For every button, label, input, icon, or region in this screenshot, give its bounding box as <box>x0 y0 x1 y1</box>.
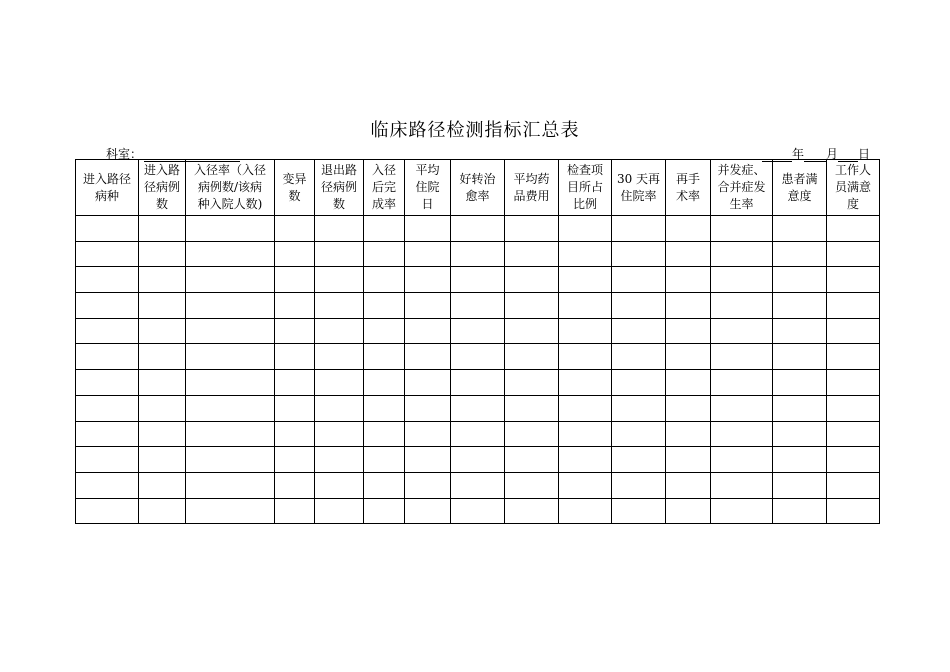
column-header-line: 工作人 <box>834 163 871 177</box>
table-cell[interactable] <box>559 216 612 242</box>
table-cell[interactable] <box>364 293 405 319</box>
table-cell[interactable] <box>505 293 559 319</box>
column-header <box>186 160 275 216</box>
column-header-line: 术率 <box>675 188 700 203</box>
column-header-line: 平均药 <box>513 171 550 186</box>
table-cell[interactable] <box>559 241 612 267</box>
table-cell[interactable] <box>275 370 315 396</box>
table-cell[interactable] <box>612 241 666 267</box>
table-row <box>76 267 880 293</box>
table-cell[interactable] <box>315 472 364 498</box>
column-header-line: 品费用 <box>513 188 550 203</box>
table-cell[interactable] <box>612 318 666 344</box>
table-cell[interactable] <box>405 421 451 447</box>
table-cell[interactable] <box>186 370 275 396</box>
table-cell[interactable] <box>405 267 451 293</box>
table-cell[interactable] <box>505 447 559 473</box>
column-header <box>612 160 666 216</box>
column-header-line: 患者满 <box>781 171 818 186</box>
table-cell[interactable] <box>666 421 711 447</box>
table-cell[interactable] <box>711 216 773 242</box>
table-cell[interactable] <box>315 447 364 473</box>
column-header-line: 再手 <box>675 171 700 186</box>
table-cell[interactable] <box>186 267 275 293</box>
table-cell[interactable] <box>711 318 773 344</box>
column-header <box>666 160 711 216</box>
table-cell[interactable] <box>612 498 666 524</box>
column-header <box>773 160 827 216</box>
table-cell[interactable] <box>315 241 364 267</box>
column-header-line: 并发症、 <box>717 163 766 177</box>
table-cell[interactable] <box>76 472 139 498</box>
table-cell[interactable] <box>666 370 711 396</box>
table-cell[interactable] <box>827 421 880 447</box>
table-cell[interactable] <box>364 447 405 473</box>
column-header-line: 种入院人数) <box>197 197 263 211</box>
column-header-line: 住院率 <box>620 188 657 203</box>
table-cell[interactable] <box>666 216 711 242</box>
table-row <box>76 447 880 473</box>
table-cell[interactable] <box>451 241 505 267</box>
table-cell[interactable] <box>827 344 880 370</box>
table-cell[interactable] <box>505 216 559 242</box>
table-cell[interactable] <box>275 472 315 498</box>
table-cell[interactable] <box>364 241 405 267</box>
table-cell[interactable] <box>275 216 315 242</box>
table-cell[interactable] <box>827 241 880 267</box>
table-cell[interactable] <box>559 447 612 473</box>
column-header <box>275 160 315 216</box>
table-cell[interactable] <box>773 344 827 370</box>
table-cell[interactable] <box>405 293 451 319</box>
column-header-line: 员满意 <box>834 180 871 194</box>
table-cell[interactable] <box>76 216 139 242</box>
table-cell[interactable] <box>559 267 612 293</box>
table-cell[interactable] <box>666 395 711 421</box>
column-header <box>505 160 559 216</box>
table-cell[interactable] <box>275 318 315 344</box>
table-cell[interactable] <box>505 472 559 498</box>
table-cell[interactable] <box>773 472 827 498</box>
table-cell[interactable] <box>505 241 559 267</box>
column-header-line: 径病例 <box>320 180 357 194</box>
indicator-summary-table <box>75 159 880 524</box>
table-cell[interactable] <box>139 318 186 344</box>
column-header <box>364 160 405 216</box>
column-header-line: 好转治 <box>459 171 496 186</box>
table-cell[interactable] <box>666 241 711 267</box>
table-cell[interactable] <box>139 216 186 242</box>
column-header-line: 变异 <box>282 171 307 186</box>
table-cell[interactable] <box>76 498 139 524</box>
table-cell[interactable] <box>139 344 186 370</box>
table-cell[interactable] <box>827 293 880 319</box>
table-cell[interactable] <box>405 318 451 344</box>
table-cell[interactable] <box>76 267 139 293</box>
column-header-line: 目所占 <box>566 180 603 194</box>
table-cell[interactable] <box>315 267 364 293</box>
column-header-line: 数 <box>155 197 168 211</box>
column-header-line: 成率 <box>371 197 396 211</box>
table-row <box>76 241 880 267</box>
table-cell[interactable] <box>186 395 275 421</box>
column-header-line: 后完 <box>371 180 396 194</box>
column-header <box>559 160 612 216</box>
table-cell[interactable] <box>711 293 773 319</box>
table-cell[interactable] <box>773 293 827 319</box>
table-cell[interactable] <box>451 472 505 498</box>
month-label: 月 <box>826 147 839 161</box>
table-cell[interactable] <box>666 344 711 370</box>
table-cell[interactable] <box>139 370 186 396</box>
table-cell[interactable] <box>773 498 827 524</box>
table-cell[interactable] <box>451 498 505 524</box>
table-cell[interactable] <box>76 447 139 473</box>
column-header-line: 日 <box>421 197 434 211</box>
table-cell[interactable] <box>186 421 275 447</box>
table-cell[interactable] <box>451 395 505 421</box>
table-cell[interactable] <box>505 344 559 370</box>
table-cell[interactable] <box>139 421 186 447</box>
column-header-line: 度 <box>846 197 859 211</box>
table-cell[interactable] <box>559 318 612 344</box>
table-cell[interactable] <box>451 370 505 396</box>
table-cell[interactable] <box>827 395 880 421</box>
table-cell[interactable] <box>666 293 711 319</box>
table-cell[interactable] <box>612 421 666 447</box>
column-header-line: 合并症发 <box>717 180 766 194</box>
table-cell[interactable] <box>364 216 405 242</box>
table-cell[interactable] <box>364 267 405 293</box>
table-cell[interactable] <box>451 267 505 293</box>
table-cell[interactable] <box>139 241 186 267</box>
column-header-line: 进入路 <box>143 163 180 177</box>
table-cell[interactable] <box>559 293 612 319</box>
table-cell[interactable] <box>405 498 451 524</box>
table-cell[interactable] <box>405 216 451 242</box>
table-cell[interactable] <box>315 498 364 524</box>
table-cell[interactable] <box>505 267 559 293</box>
table-cell[interactable] <box>451 318 505 344</box>
table-cell[interactable] <box>773 421 827 447</box>
column-header-line: 径病例 <box>143 180 180 194</box>
column-header <box>827 160 880 216</box>
table-cell[interactable] <box>827 318 880 344</box>
table-cell[interactable] <box>76 370 139 396</box>
table-cell[interactable] <box>275 344 315 370</box>
table-row <box>76 421 880 447</box>
table-cell[interactable] <box>666 447 711 473</box>
table-cell[interactable] <box>451 447 505 473</box>
table-cell[interactable] <box>505 395 559 421</box>
table-cell[interactable] <box>315 318 364 344</box>
table-cell[interactable] <box>76 421 139 447</box>
table-cell[interactable] <box>405 344 451 370</box>
table-cell[interactable] <box>559 421 612 447</box>
table-row <box>76 318 880 344</box>
table-cell[interactable] <box>612 395 666 421</box>
table-cell[interactable] <box>405 395 451 421</box>
table-cell[interactable] <box>275 267 315 293</box>
table-cell[interactable] <box>364 421 405 447</box>
table-cell[interactable] <box>612 447 666 473</box>
table-cell[interactable] <box>711 344 773 370</box>
table-cell[interactable] <box>827 472 880 498</box>
table-cell[interactable] <box>773 241 827 267</box>
table-cell[interactable] <box>711 421 773 447</box>
table-cell[interactable] <box>559 344 612 370</box>
column-header <box>405 160 451 216</box>
table-cell[interactable] <box>364 318 405 344</box>
table-cell[interactable] <box>711 267 773 293</box>
table-cell[interactable] <box>186 472 275 498</box>
day-label: 日 <box>858 147 871 161</box>
table-cell[interactable] <box>827 267 880 293</box>
table-cell[interactable] <box>315 395 364 421</box>
table-cell[interactable] <box>364 344 405 370</box>
column-header-line: 病例数/该病 <box>197 180 263 194</box>
table-cell[interactable] <box>666 318 711 344</box>
table-cell[interactable] <box>559 370 612 396</box>
table-row <box>76 370 880 396</box>
table-cell[interactable] <box>139 447 186 473</box>
table-cell[interactable] <box>612 267 666 293</box>
table-cell[interactable] <box>186 318 275 344</box>
table-row <box>76 216 880 242</box>
table-cell[interactable] <box>275 241 315 267</box>
table-row <box>76 344 880 370</box>
column-header-line: 意度 <box>787 188 812 203</box>
column-header-line: 检查项 <box>566 163 603 177</box>
table-cell[interactable] <box>139 395 186 421</box>
column-header-line: 生率 <box>729 197 754 211</box>
table-cell[interactable] <box>773 267 827 293</box>
table-cell[interactable] <box>139 498 186 524</box>
column-header <box>711 160 773 216</box>
table-cell[interactable] <box>186 447 275 473</box>
table-cell[interactable] <box>275 498 315 524</box>
table-cell[interactable] <box>405 370 451 396</box>
table-row <box>76 498 880 524</box>
table-cell[interactable] <box>505 318 559 344</box>
column-header <box>76 160 139 216</box>
table-cell[interactable] <box>405 241 451 267</box>
table-cell[interactable] <box>139 293 186 319</box>
column-header-line: 30 天再 <box>616 171 661 186</box>
table-row <box>76 293 880 319</box>
column-header-line: 进入路径 <box>82 171 131 186</box>
table-cell[interactable] <box>76 241 139 267</box>
table-cell[interactable] <box>275 293 315 319</box>
department-label: 科室： <box>106 147 143 161</box>
column-header-line: 愈率 <box>465 188 490 203</box>
table-cell[interactable] <box>139 472 186 498</box>
table-cell[interactable] <box>275 447 315 473</box>
table-cell[interactable] <box>364 498 405 524</box>
table-cell[interactable] <box>315 216 364 242</box>
table-cell[interactable] <box>559 472 612 498</box>
table-cell[interactable] <box>275 395 315 421</box>
table-cell[interactable] <box>364 395 405 421</box>
table-cell[interactable] <box>505 498 559 524</box>
table-cell[interactable] <box>405 472 451 498</box>
table-cell[interactable] <box>827 498 880 524</box>
table-cell[interactable] <box>711 447 773 473</box>
header-row <box>76 160 880 216</box>
table-cell[interactable] <box>773 447 827 473</box>
table-cell[interactable] <box>612 216 666 242</box>
table-cell[interactable] <box>827 216 880 242</box>
table-cell[interactable] <box>451 293 505 319</box>
table-cell[interactable] <box>612 472 666 498</box>
table-cell[interactable] <box>666 472 711 498</box>
table-cell[interactable] <box>186 241 275 267</box>
column-header-line: 入径率（入径 <box>193 163 266 177</box>
column-header <box>315 160 364 216</box>
table-cell[interactable] <box>315 421 364 447</box>
table-cell[interactable] <box>666 267 711 293</box>
table-cell[interactable] <box>405 447 451 473</box>
table-cell[interactable] <box>827 447 880 473</box>
table-cell[interactable] <box>711 472 773 498</box>
table-cell[interactable] <box>186 293 275 319</box>
table-cell[interactable] <box>186 498 275 524</box>
table-cell[interactable] <box>315 293 364 319</box>
column-header-line: 平均 <box>415 163 440 177</box>
table-cell[interactable] <box>315 370 364 396</box>
table-cell[interactable] <box>186 216 275 242</box>
table-cell[interactable] <box>76 395 139 421</box>
table-cell[interactable] <box>711 370 773 396</box>
column-header <box>451 160 505 216</box>
table-cell[interactable] <box>612 370 666 396</box>
table-cell[interactable] <box>451 344 505 370</box>
table-cell[interactable] <box>773 395 827 421</box>
table-cell[interactable] <box>139 267 186 293</box>
table-cell[interactable] <box>773 216 827 242</box>
table-cell[interactable] <box>612 293 666 319</box>
column-header-line: 数 <box>288 188 301 203</box>
table-cell[interactable] <box>559 498 612 524</box>
table-cell[interactable] <box>275 421 315 447</box>
table-cell[interactable] <box>315 344 364 370</box>
column-header-line: 退出路 <box>320 163 357 177</box>
table-cell[interactable] <box>711 395 773 421</box>
column-header-line: 病种 <box>94 188 119 203</box>
column-header-line: 数 <box>332 197 345 211</box>
table-cell[interactable] <box>364 472 405 498</box>
table-cell[interactable] <box>451 216 505 242</box>
table-cell[interactable] <box>76 293 139 319</box>
table-cell[interactable] <box>666 498 711 524</box>
table-cell[interactable] <box>364 370 405 396</box>
table-cell[interactable] <box>186 344 275 370</box>
table-cell[interactable] <box>559 395 612 421</box>
table-cell[interactable] <box>773 370 827 396</box>
column-header-line: 入径 <box>371 163 396 177</box>
table-cell[interactable] <box>711 498 773 524</box>
table-cell[interactable] <box>505 421 559 447</box>
column-header-line: 住院 <box>415 180 440 194</box>
table-cell[interactable] <box>773 318 827 344</box>
table-cell[interactable] <box>505 370 559 396</box>
table-cell[interactable] <box>76 344 139 370</box>
table-row <box>76 472 880 498</box>
year-label: 年 <box>792 147 805 161</box>
table-cell[interactable] <box>827 370 880 396</box>
table-cell[interactable] <box>612 344 666 370</box>
page-title: 临床路径检测指标汇总表 <box>370 120 580 141</box>
column-header-line: 比例 <box>572 197 597 211</box>
table-cell[interactable] <box>76 318 139 344</box>
table-cell[interactable] <box>451 421 505 447</box>
column-header <box>139 160 186 216</box>
table-row <box>76 395 880 421</box>
table-cell[interactable] <box>711 241 773 267</box>
